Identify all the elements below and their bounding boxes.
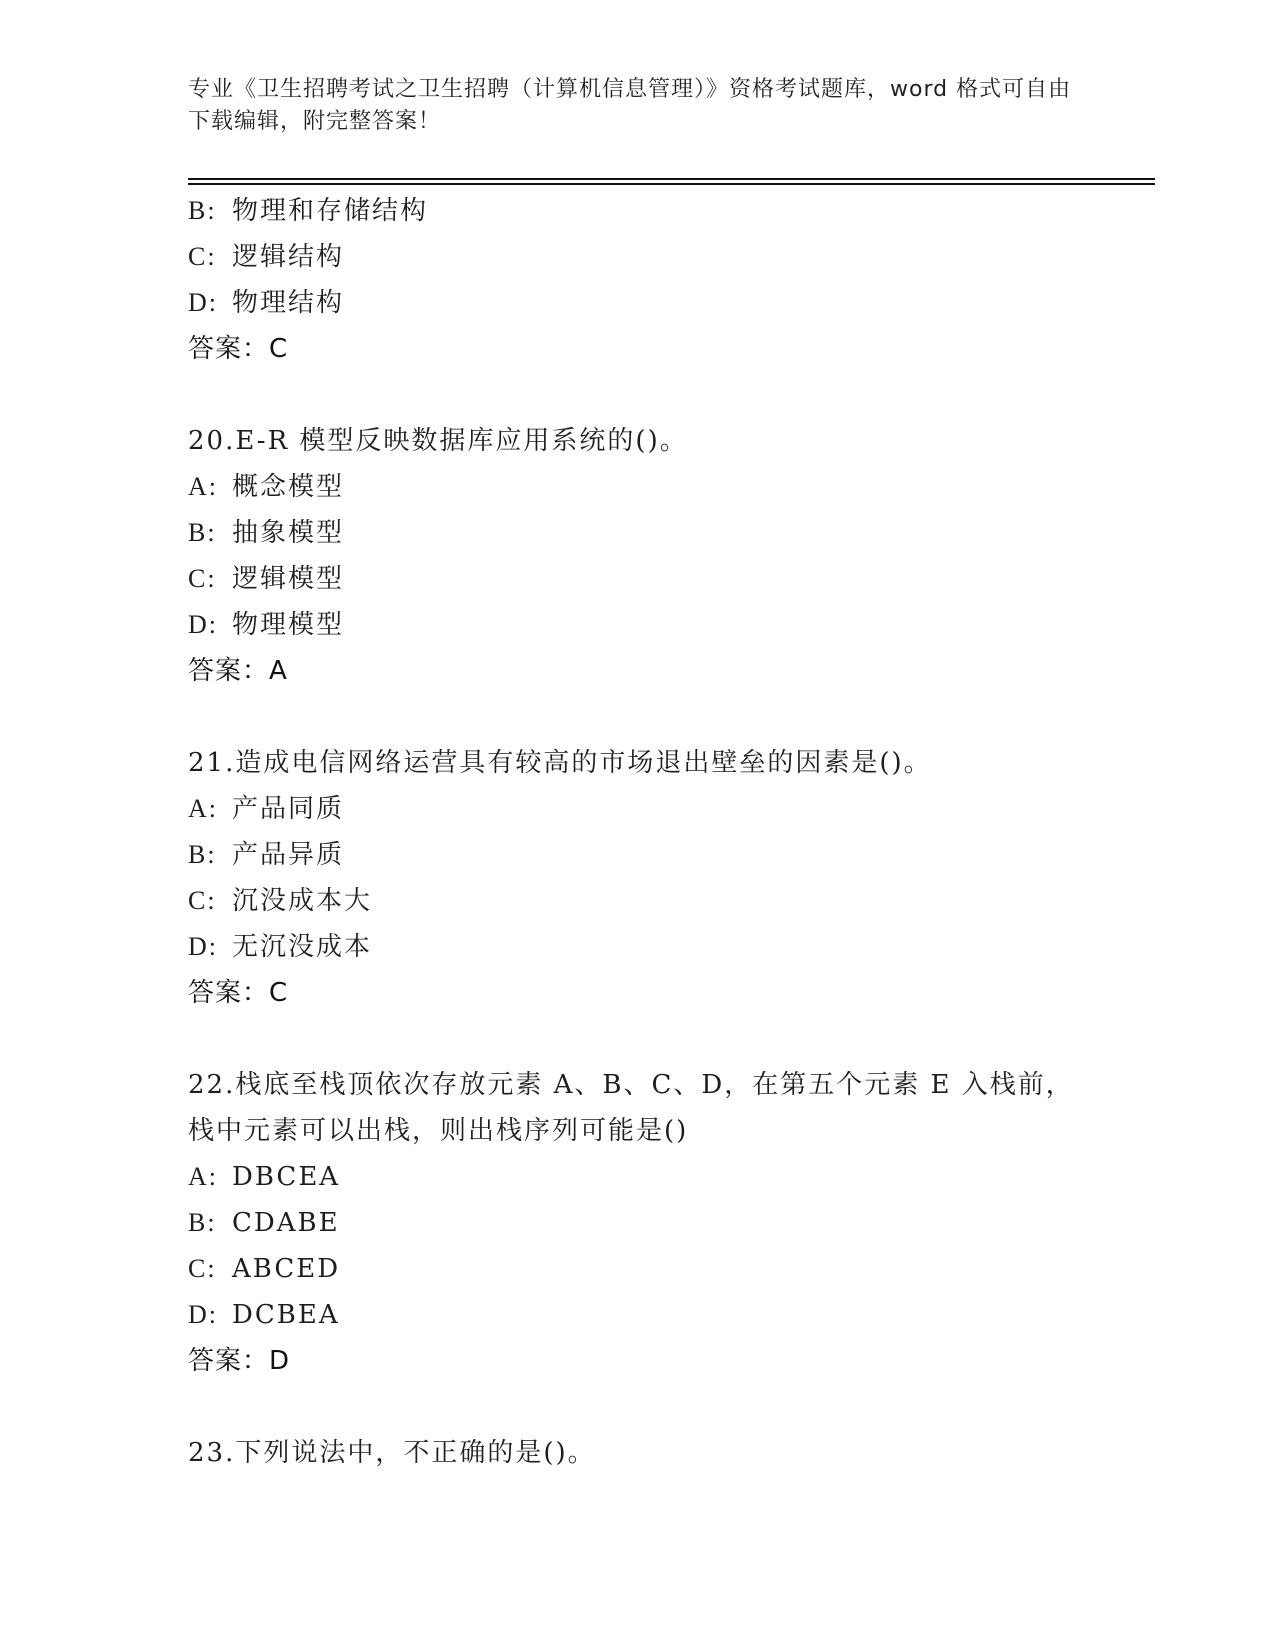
question-list	[188, 188, 1088, 1476]
option-c: C: ABCED	[188, 1254, 341, 1284]
option-b: B: 抽象模型	[188, 518, 345, 548]
option-d: D: 物理模型	[188, 610, 345, 640]
option-b: B: 产品异质	[188, 840, 345, 870]
question-22: 22.栈底至栈顶依次存放元素 A、B、C、D，在第五个元素 E 入栈前，栈中元素可以出栈，则出栈序列可能是()	[188, 1070, 1074, 1146]
header-rule-top	[188, 178, 1155, 180]
option-b: B: CDABE	[188, 1208, 340, 1238]
question-21: 21.造成电信网络运营具有较高的市场退出壁垒的因素是()。	[188, 748, 932, 778]
option-d: D: 无沉没成本	[188, 932, 373, 962]
question-23: 23.下列说法中，不正确的是()。	[188, 1438, 596, 1468]
option-c: C: 沉没成本大	[188, 886, 373, 916]
answer: 答案：A	[188, 656, 288, 686]
option-d: D: DCBEA	[188, 1300, 340, 1330]
option-d: D: 物理结构	[188, 288, 345, 318]
option-b: B: 物理和存储结构	[188, 196, 429, 226]
option-c: C: 逻辑结构	[188, 242, 345, 272]
header-rule-bottom	[188, 183, 1155, 185]
option-c: C: 逻辑模型	[188, 564, 345, 594]
answer: 答案：C	[188, 978, 289, 1008]
question-20: 20.E-R 模型反映数据库应用系统的()。	[188, 426, 688, 456]
option-a: A: 产品同质	[188, 794, 345, 824]
answer: 答案：D	[188, 1346, 291, 1376]
answer: 答案：C	[188, 334, 289, 364]
document-header: 专业《卫生招聘考试之卫生招聘（计算机信息管理）》资格考试题库，word 格式可自由下载编辑，附完整答案！	[188, 77, 1072, 134]
option-a: A: DBCEA	[188, 1162, 341, 1192]
option-a: A: 概念模型	[188, 472, 345, 502]
